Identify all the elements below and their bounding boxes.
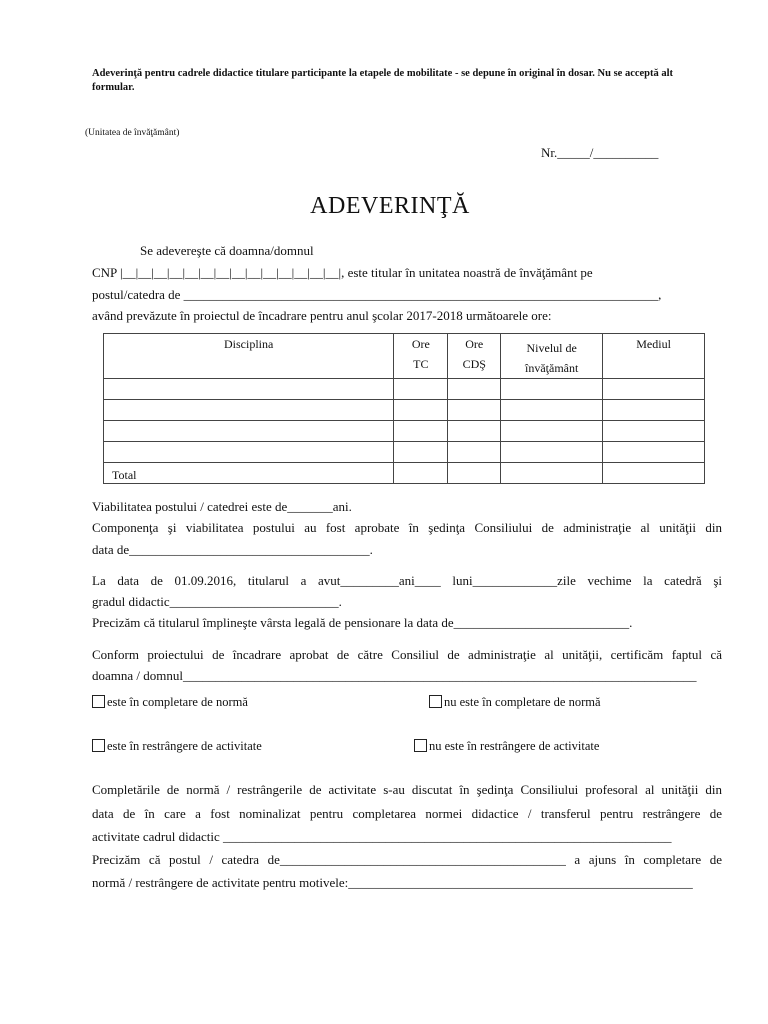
person-name-line: doamna / domnul_______________________________________________________________________________ bbox=[92, 668, 697, 683]
seniority-line: La data de 01.09.2016, titularul a avut_________ani____ luni_____________zile vechime la catedră şi bbox=[92, 573, 722, 588]
checkbox-square-icon[interactable] bbox=[429, 695, 442, 708]
post-line: postul/catedra de _________________________________________________________________________, bbox=[92, 287, 662, 302]
header-mediul: Mediul bbox=[603, 334, 705, 379]
componence-line: Componenţa şi viabilitatea postului au fost aprobate în şedinţa Consiliului de administraţie al unităţii din bbox=[92, 520, 722, 535]
header-ore-cds: Ore CDŞ bbox=[448, 334, 501, 379]
table-row bbox=[104, 442, 705, 463]
table-header-row bbox=[104, 334, 705, 379]
document-header-note: Adeverinţă pentru cadrele didactice titulare participante la etapele de mobilitate - se depune în original în dosar. Nu se acceptă alt formular. bbox=[92, 68, 674, 93]
checkbox-norm-no[interactable]: nu este în completare de normă bbox=[429, 695, 601, 710]
conform-line: Conform proiectului de încadrare aprobat de către Consiliul de administraţie al unităţii, certificăm faptul că bbox=[92, 647, 722, 662]
checkbox-restr-no[interactable]: nu este în restrângere de activitate bbox=[414, 739, 599, 754]
context-line: având prevăzute în proiectul de încadrare pentru anul şcolar 2017-2018 următoarele ore: bbox=[92, 308, 552, 323]
table-row bbox=[104, 400, 705, 421]
header-ore-tc: Ore TC bbox=[394, 334, 448, 379]
discussion-line-1: Completările de normă / restrângerile de activitate s-au discutat în şedinţa Consiliului profesoral al unităţii din bbox=[92, 782, 722, 797]
checkbox-restr-yes[interactable]: este în restrângere de activitate bbox=[92, 739, 262, 754]
retirement-line: Precizăm că titularul împlineşte vârsta legală de pensionare la data de___________________________. bbox=[92, 615, 633, 630]
checkbox-square-icon[interactable] bbox=[92, 695, 105, 708]
checkbox-square-icon[interactable] bbox=[414, 739, 427, 752]
hours-table bbox=[103, 333, 705, 484]
header-nivel: Nivelul de învăţământ bbox=[501, 334, 603, 379]
viability-line: Viabilitatea postului / catedrei este de_______ani. bbox=[92, 499, 352, 514]
checkbox-square-icon[interactable] bbox=[92, 739, 105, 752]
reasons-line-2: normă / restrângere de activitate pentru motivele:_____________________________________________________ bbox=[92, 875, 693, 890]
registration-number: Nr._____/__________ bbox=[541, 145, 659, 160]
unit-label: (Unitatea de învăţământ) bbox=[85, 128, 180, 138]
componence-date-line: data de_____________________________________. bbox=[92, 542, 373, 557]
discussion-line-2: data de în care a fost nominalizat pentru completarea normei didactice / transferul pentru restrângere de bbox=[92, 806, 722, 821]
grade-line: gradul didactic__________________________. bbox=[92, 594, 342, 609]
document-title: ADEVERINŢĂ bbox=[310, 193, 470, 219]
table-row bbox=[104, 421, 705, 442]
cnp-line: CNP |__|__|__|__|__|__|__|__|__|__|__|__|__|__|, este titular în unitatea noastră de învăţământ pe bbox=[92, 265, 593, 280]
intro-line: Se adevereşte că doamna/domnul bbox=[140, 243, 314, 258]
table-row bbox=[104, 379, 705, 400]
reasons-line-1: Precizăm că postul / catedra de____________________________________________ a ajuns în completare de bbox=[92, 852, 722, 867]
total-label: Total bbox=[104, 463, 394, 484]
checkbox-norm-yes[interactable]: este în completare de normă bbox=[92, 695, 248, 710]
header-disciplina: Disciplina bbox=[104, 334, 394, 379]
table-total-row bbox=[104, 463, 705, 484]
discussion-line-3: activitate cadrul didactic _____________________________________________________________________ bbox=[92, 829, 672, 844]
